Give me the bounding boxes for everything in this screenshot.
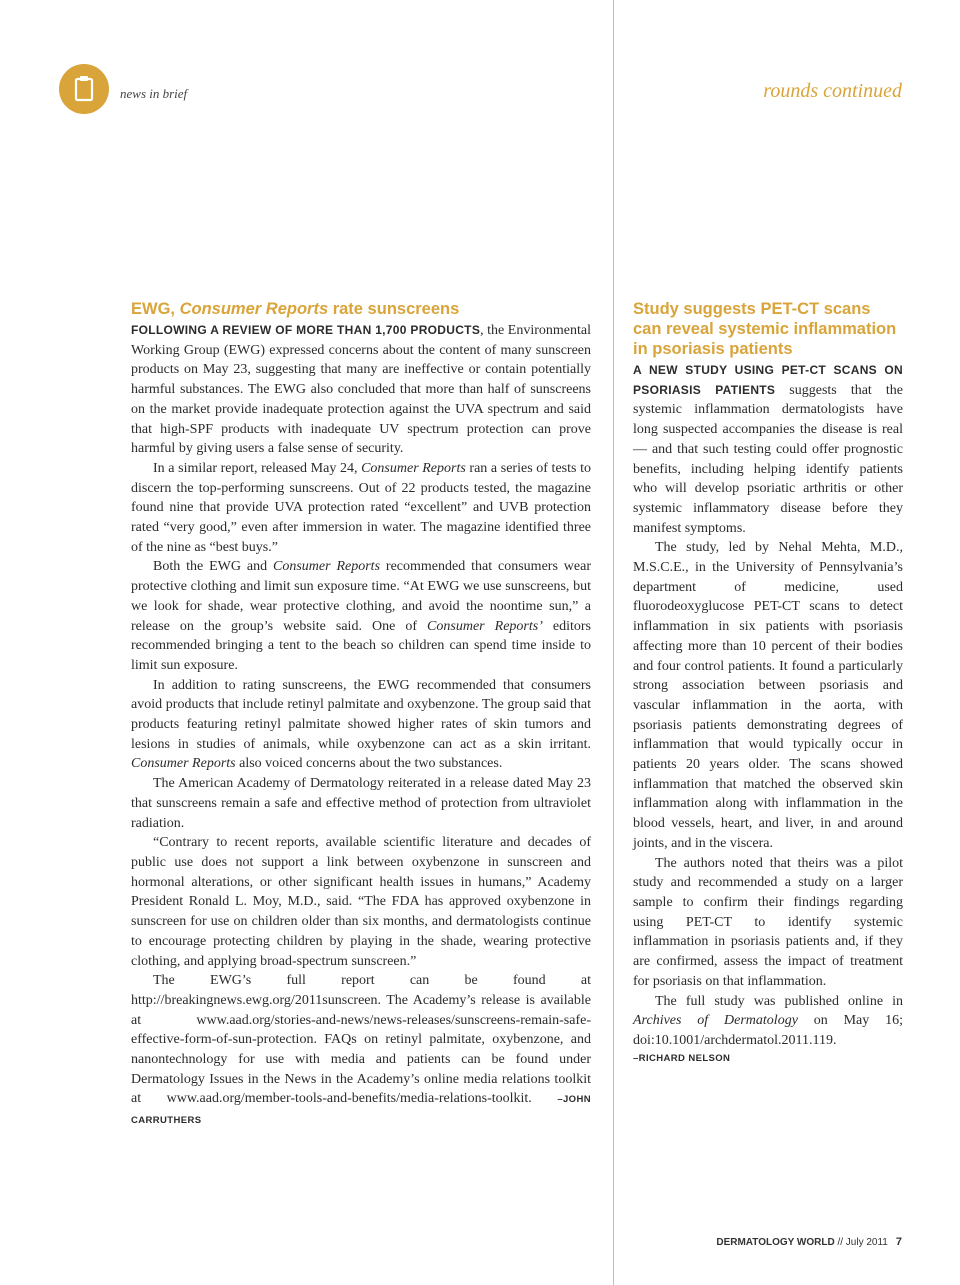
lead-in: A NEW STUDY USING PET-CT SCANS ON PSORIASIS PATIENTS	[633, 363, 903, 397]
byline: –RICHARD NELSON	[633, 1052, 731, 1064]
article-headline: EWG, Consumer Reports rate sunscreens	[131, 300, 460, 318]
column-divider	[613, 0, 614, 1285]
paragraph: In addition to rating sunscreens, the EWG recommended that consumers avoid products that include retinyl palmitate and oxybenzone. The group said that products featuring retinyl palmitate showed higher rates of skin tumors and lesions in studies of animals, while oxybenzone can act as a skin irritant. Consumer Reports also voiced concerns about the two substances.	[131, 677, 591, 772]
left-article	[131, 299, 591, 1131]
paragraph: A NEW STUDY USING PET-CT SCANS ON PSORIASIS PATIENTS suggests that the systemic inflammation dermatologists have long suspected accompanies the disease is real — and that such testing could offer prognostic benefits, including helping identify patients who will develop psoriatic arthritis or other systemic inflammatory disease before they manifest symptoms.	[633, 363, 903, 536]
paragraph: In a similar report, released May 24, Consumer Reports ran a series of tests to discern the top-performing sunscreens. Out of 22 products tested, the magazine found nine that provide UVA protection rated “excellent” and UVB protection rated “very good,” even after immersion in water. The magazine identified three of the nine as “best buys.”	[131, 460, 591, 555]
byline: –JOHN CARRUTHERS	[131, 1094, 591, 1127]
publication-name: DERMATOLOGY WORLD	[716, 1237, 835, 1248]
paragraph: The authors noted that theirs was a pilot study and recommended a study on a larger sample to confirm their findings regarding using PET-CT to identify systemic inflammation in psoriasis patients and, if they are confirmed, assess the impact of treatment for psoriasis on that inflammation.	[633, 855, 903, 989]
article-body	[131, 321, 591, 1131]
paragraph: The study, led by Nehal Mehta, M.D., M.S.C.E., in the University of Pennsylvania’s department of medicine, used fluorodeoxyglucose PET-CT scans to detect inflammation in six patients with psoriasis affecting more than 10 percent of their bodies and four control patients. It found a particularly strong association between psoriasis and vascular inflammation in the aorta, with psoriasis patients demonstrating degrees of inflammation that would typically occur in patients 20 years older. The scans showed inflammation that matched the observed skin inflammation along with inflammation in the blood vessels, heart, and liver, in and around joints, and in the viscera.	[633, 540, 903, 851]
lead-in: FOLLOWING A REVIEW OF MORE THAN 1,700 PRODUCTS	[131, 323, 481, 337]
page-footer	[716, 1236, 902, 1248]
paragraph: FOLLOWING A REVIEW OF MORE THAN 1,700 PRODUCTS, the Environmental Working Group (EWG) expressed concerns about the content of many sunscreen products on May 23, suggesting that many are ineffective or contain potentially harmful substances. The EWG also concluded that more than half of sunscreens on the market provide inadequate protection against the UVA spectrum and said that high-SPF products with inadequate UV spectrum protection can prove harmful by giving users a false sense of security.	[131, 323, 591, 457]
section-badge	[59, 64, 109, 114]
paragraph: Both the EWG and Consumer Reports recommended that consumers wear protective clothing and limit sun exposure time. “At EWG we use sunscreens, but we look for shade, wear protective clothing, and avoid the noontime sun,” a release on the group’s website said. One of Consumer Reports’ editors recommended bringing a tent to the beach so children can spend time inside to limit sun exposure.	[131, 559, 591, 673]
paragraph: “Contrary to recent reports, available scientific literature and decades of public use does not support a link between oxybenzone in sunscreen and hormonal alterations, or other significant health issues in humans,” Academy President Ronald L. Moy, M.D., said. “The FDA has approved oxybenzone in sunscreen for use on children older than six months, and dermatologists continue to encourage protecting children by playing in the shade, wearing protective clothing, and applying broad-spectrum sunscreen.”	[131, 835, 591, 969]
clipboard-icon	[59, 64, 109, 114]
article-body	[633, 361, 903, 1064]
right-article	[633, 299, 903, 1064]
paragraph: The EWG’s full report can be found at http://breakingnews.ewg.org/2011sunscreen. The Academy’s release is available at www.aad.org/stories-and-news/news-releases/sunscreens-remain-safe-effective-form-of-sun-protection. FAQs on retinyl palmitate, oxybenzone, and nanontechnology for use with media and patients can be found under Dermatology Issues in the News in the Academy’s online media relations toolkit at www.aad.org/member-tools-and-benefits/media-relations-toolkit. –JOHN CARRUTHERS	[131, 973, 591, 1127]
section-label: news in brief	[120, 86, 188, 101]
continued-label: rounds continued	[763, 80, 902, 102]
article-headline: Study suggests PET-CT scans can reveal systemic inflammation in psoriasis patients	[633, 300, 897, 358]
paragraph: The full study was published online in Archives of Dermatology on May 16; doi:10.1001/archdermatol.2011.119.	[633, 993, 903, 1048]
paragraph: The American Academy of Dermatology reiterated in a release dated May 23 that sunscreens remain a safe and effective method of protection from ultraviolet radiation.	[131, 776, 591, 831]
page-number: 7	[895, 1236, 902, 1248]
issue-date: // July 2011	[834, 1237, 888, 1248]
